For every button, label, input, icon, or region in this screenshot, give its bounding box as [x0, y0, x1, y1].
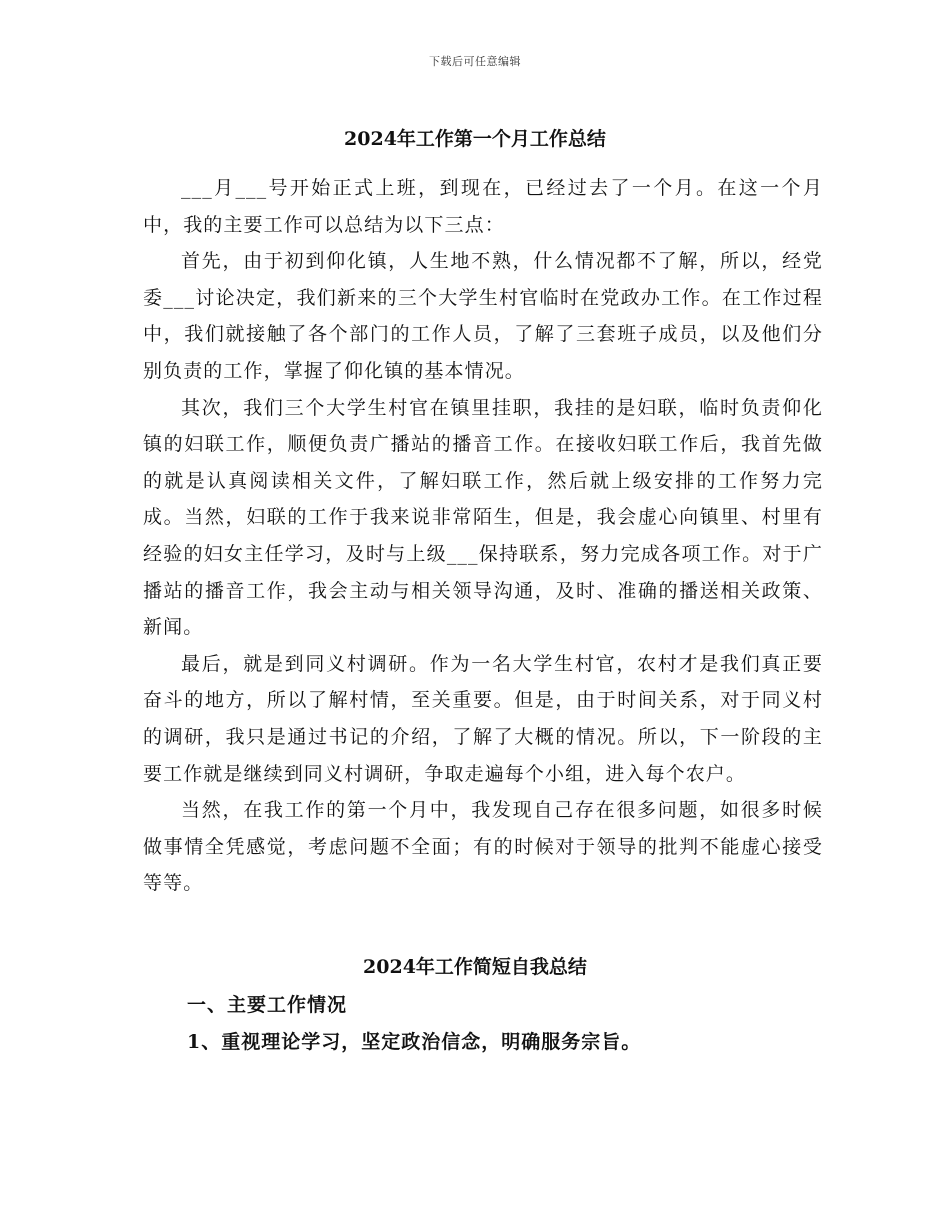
paragraph-second: 其次，我们三个大学生村官在镇里挂职，我挂的是妇联，临时负责仰化镇的妇联工作，顺便负责广播站的播音工作。在接收妇联工作后，我首先做的就是认真阅读相关文件，了解妇联工作，然后就上级安排的工作努力完成。当然，妇联的工作于我来说非常陌生，但是，我会虚心向镇里、村里有经验的妇女主任学习，及时与上级___保持联系，努力完成各项工作。对于广播站的播音工作，我会主动与相关领导沟通，及时、准确的播送相关政策、新闻。 — [143, 396, 823, 639]
body-text — [143, 170, 823, 902]
paragraph-problems: 当然，在我工作的第一个月中，我发现自己存在很多问题，如很多时候做事情全凭感觉，考虑问题不全面；有的时候对于领导的批判不能虚心接受等等。 — [143, 799, 823, 895]
paragraph-intro: ___月___号开始正式上班，到现在，已经过去了一个月。在这一个月中，我的主要工作可以总结为以下三点： — [143, 177, 823, 236]
paragraph-last: 最后，就是到同义村调研。作为一名大学生村官，农村才是我们真正要奋斗的地方，所以了解村情，至关重要。但是，由于时间关系，对于同义村的调研，我只是通过书记的介绍，了解了大概的情况。所以，下一阶段的主要工作就是继续到同义村调研，争取走遍每个小组，进入每个农户。 — [143, 652, 823, 785]
header-note: 下载后可任意编辑 — [429, 55, 521, 68]
second-document-title: 2024年工作简短自我总结 — [363, 956, 587, 978]
section-heading: 一、主要工作情况 — [187, 994, 348, 1016]
item-heading: 1、重视理论学习，坚定政治信念，明确服务宗旨。 — [187, 1031, 642, 1053]
paragraph-first: 首先，由于初到仰化镇，人生地不熟，什么情况都不了解，所以，经党委___讨论决定，我们新来的三个大学生村官临时在党政办工作。在工作过程中，我们就接触了各个部门的工作人员，了解了三套班子成员，以及他们分别负责的工作，掌握了仰化镇的基本情况。 — [143, 250, 823, 382]
document-title: 2024年工作第一个月工作总结 — [344, 128, 606, 150]
